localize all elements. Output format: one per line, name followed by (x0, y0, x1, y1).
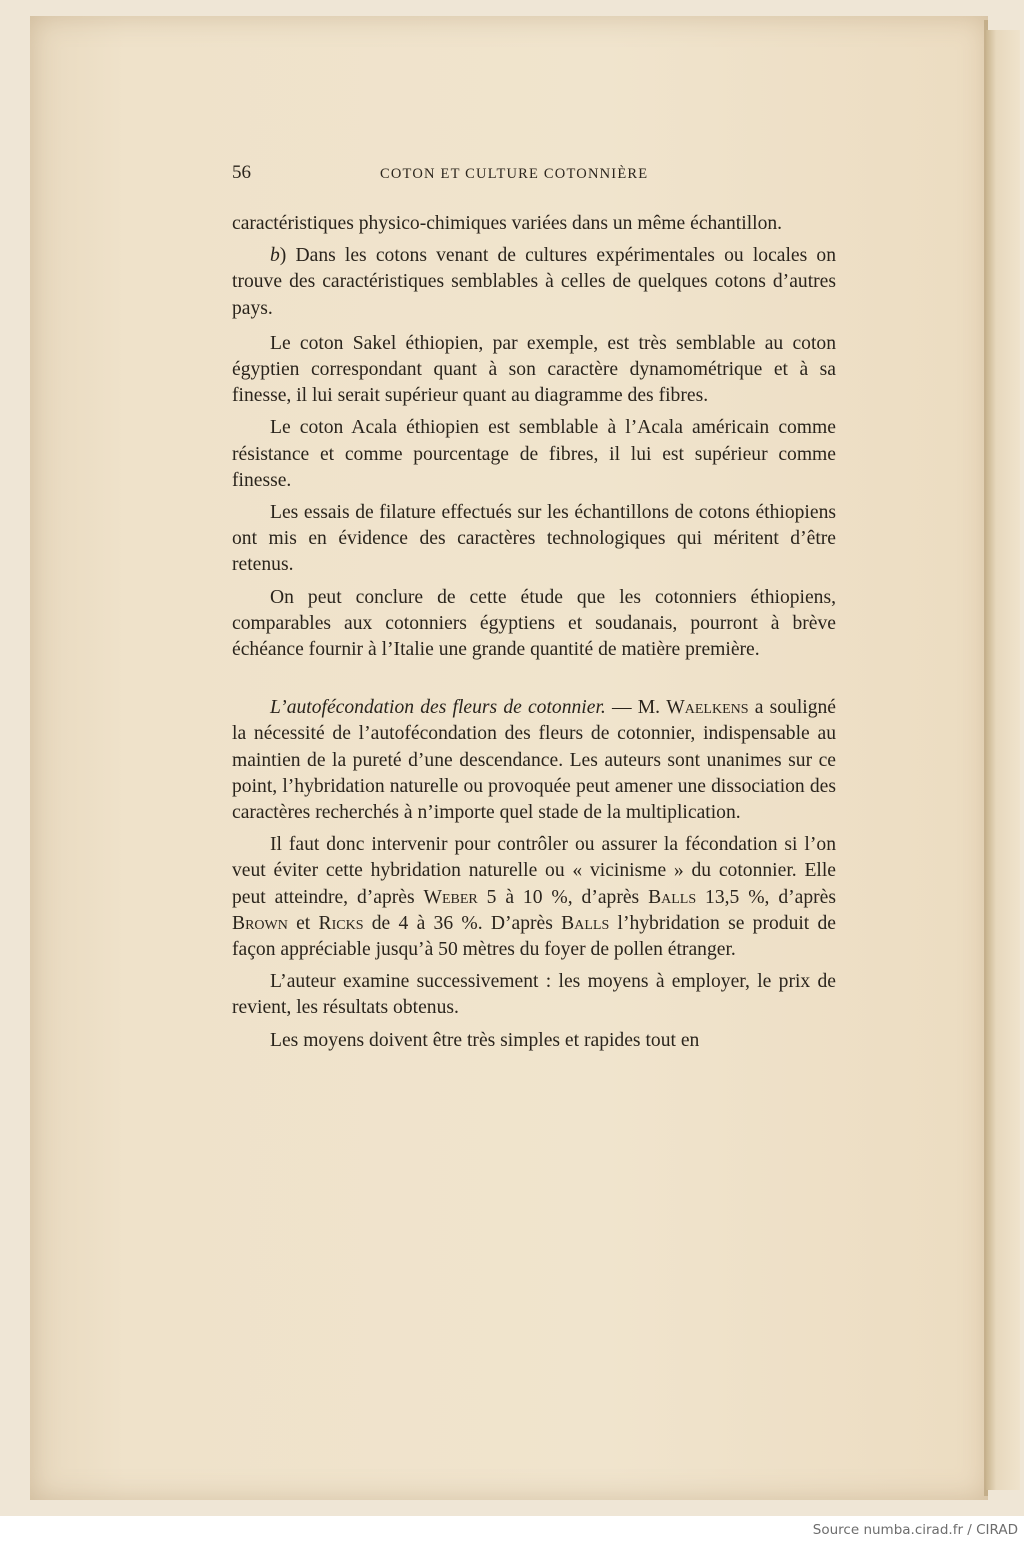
paragraph-7 (232, 695, 836, 826)
paragraph-2 (232, 243, 836, 322)
paragraph-6: On peut conclure de cette étude que les cotonniers éthiopiens, comparables aux cotonniers égyptiens et soudanais, pourront à brève échéance fournir à l’Italie une grande quantité de matière première. (232, 586, 836, 661)
heading-dash: — M. (605, 697, 667, 719)
author-balls-2: Balls (561, 912, 610, 934)
page-number: 56 (232, 162, 251, 183)
author-weber: Weber (423, 886, 478, 908)
section-heading: L’autofécondation des fleurs de cotonnier. (270, 697, 606, 719)
paragraph-9: L’auteur examine successivement : les moyens à employer, le prix de revient, les résultats obtenus. (232, 971, 836, 1019)
author-ricks: Ricks (318, 912, 364, 934)
author-waelkens: Waelkens (666, 697, 749, 719)
paragraph-7-text: a souligné la nécessité de l’autofécondation des fleurs de cotonnier, indispensable au maintien de la pureté d’une descendance. Les auteurs sont unanimes sur ce point, l’hybridation naturelle ou provoquée peut amener une dissociation des caractères recherchés à n’importe quel stade de la multiplication. (232, 697, 836, 824)
paragraph-10: Les moyens doivent être très simples et rapides tout en (270, 1029, 700, 1051)
author-balls: Balls (648, 886, 697, 908)
paragraph-8-part-c: 13,5 %, d’après (696, 886, 836, 908)
page-body (232, 211, 836, 1054)
running-title: COTON ET CULTURE COTONNIÈRE (380, 166, 649, 182)
paragraph-8-part-b: 5 à 10 %, d’après (477, 886, 649, 908)
paragraph-8-part-d: et (287, 912, 319, 934)
paragraph-5: Les essais de filature effectués sur les échantillons de cotons éthiopiens ont mis en évidence des caractères technologiques qui méritent d’être retenus. (232, 502, 836, 576)
paragraph-2-text: ) Dans les cotons venant de cultures expérimentales ou locales on trouve des caractéristiques semblables à celles de quelques cotons d’autres pays. (232, 245, 836, 319)
list-label-b: b (270, 245, 280, 267)
next-page-edge (986, 30, 1020, 1490)
paragraph-8-part-f: l’hybridation se produit de façon appréciable jusqu’à 50 mètres du foyer de pollen étranger. (232, 912, 837, 961)
paragraph-3: Le coton Sakel éthiopien, par exemple, est très semblable au coton égyptien correspondant quant à son caractère dynamométrique et à sa finesse, il lui serait supérieur quant au diagramme des fibres. (232, 332, 836, 407)
author-brown: Brown (232, 912, 288, 934)
paragraph-1: caractéristiques physico-chimiques variées dans un même échantillon. (232, 213, 783, 234)
paragraph-8-part-a: Il faut donc intervenir pour contrôler ou assurer la fécondation si l’on veut éviter cette hybridation naturelle ou « vicinisme » du cotonnier. Elle peut atteindre, d’après (232, 834, 836, 908)
source-credit: Source numba.cirad.fr / CIRAD (812, 1522, 1018, 1538)
page-header (232, 162, 836, 188)
paragraph-8-part-e: de 4 à 36 %. D’après (363, 912, 562, 934)
paragraph-4: Le coton Acala éthiopien est semblable à l’Acala américain comme résistance et comme pourcentage de fibres, il lui est supérieur comme finesse. (232, 417, 836, 491)
paragraph-8 (232, 832, 836, 963)
